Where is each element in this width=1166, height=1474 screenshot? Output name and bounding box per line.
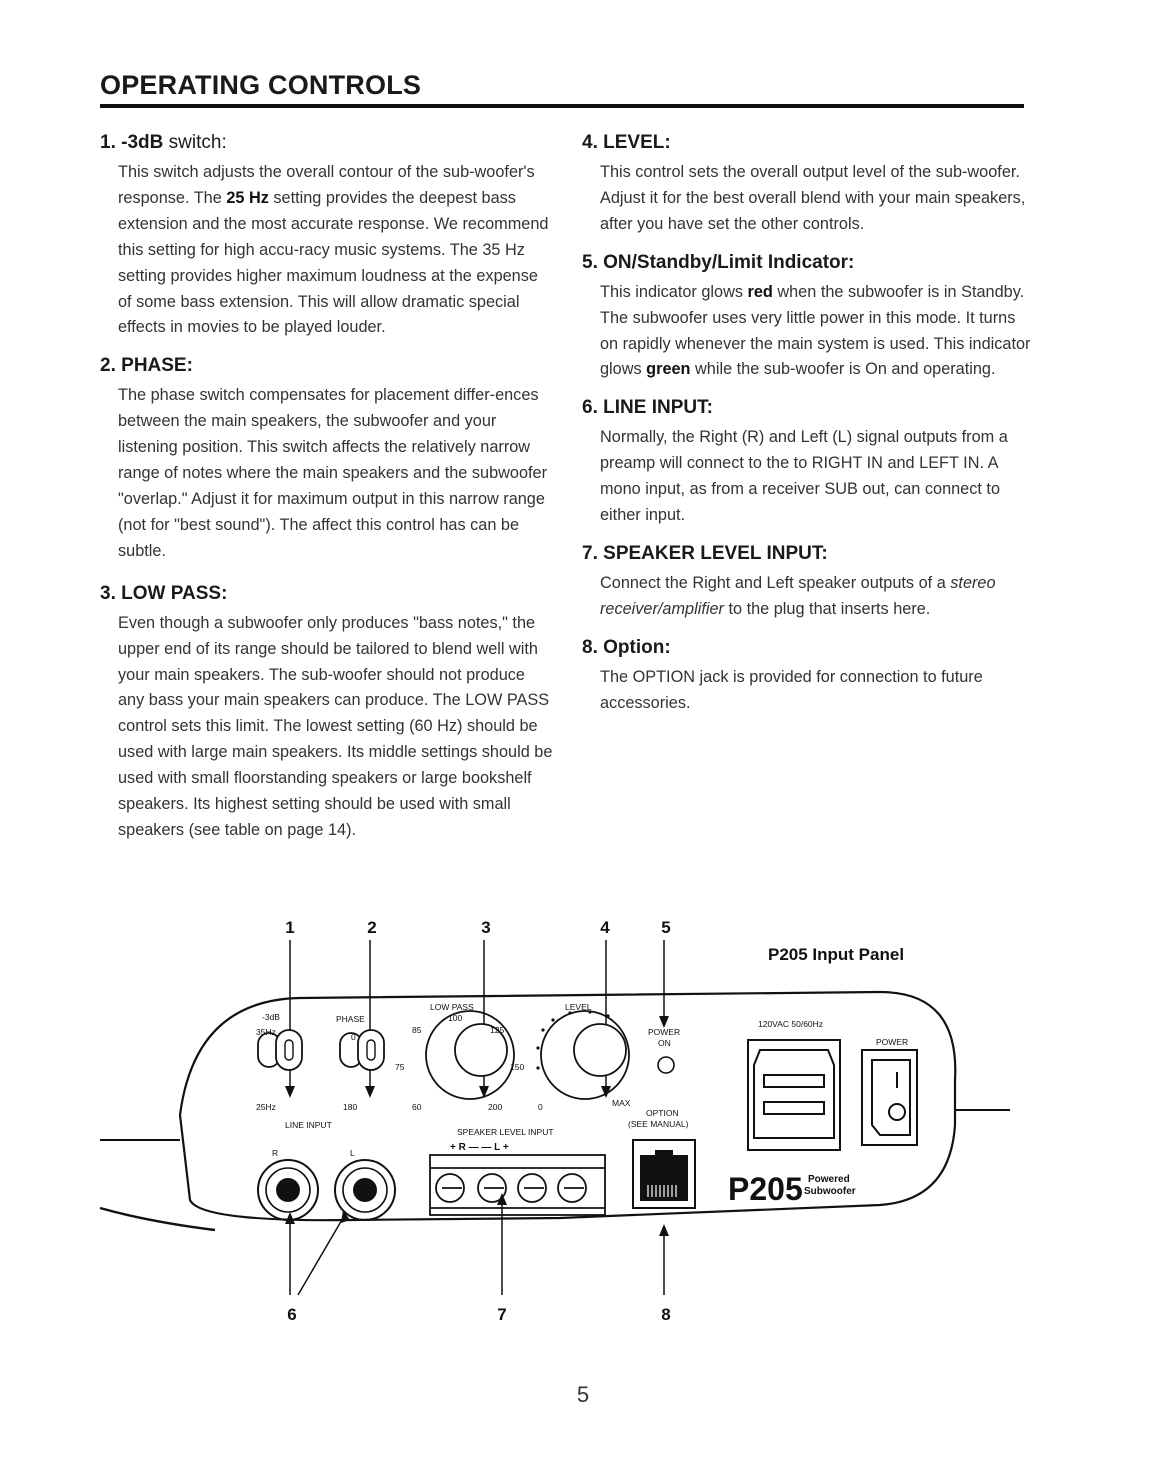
label-lp-200: 200 (488, 1102, 503, 1112)
label-speaker-level: SPEAKER LEVEL INPUT (457, 1127, 554, 1137)
label-power: POWER (876, 1037, 909, 1047)
panel-title: P205 Input Panel (768, 945, 905, 964)
section-text: The phase switch compensates for placement differ-ences between the main speakers, the subwoofer and your listening position. This switch affects the relatively narrow range of notes where the main speakers and the subwoofer "overlap." Adjust it for maximum output in this narrow range (not for "best sound"). The affect this control has can be subtle. (118, 386, 548, 560)
section-text: Even though a subwoofer only produces "bass notes," the upper end of its range should be tailored to blend well with your main speakers. The sub-woofer should not produce any bass your main speakers can produce. The LOW PASS control sets this limit. The lowest setting (60 Hz) should be used with large main speakers. Its middle settings should be used with small floorstanding speakers or large bookshelf speakers. Its highest setting should be used with small speakers (see table on page 14). (118, 613, 553, 839)
section-low-pass (100, 583, 555, 844)
callout-6: 6 (287, 1305, 297, 1324)
label-power-on-2: ON (658, 1038, 671, 1048)
callout-8: 8 (661, 1305, 671, 1324)
callout-5: 5 (661, 918, 671, 937)
option-jack[interactable] (633, 1140, 695, 1208)
label-lp-85: 85 (412, 1025, 422, 1035)
callout-2: 2 (367, 918, 377, 937)
callout-4: 4 (600, 918, 610, 937)
power-on-led (658, 1057, 674, 1073)
section-heading: 5. ON/Standby/Limit Indicator: (582, 251, 855, 273)
label-lp-150: 150 (510, 1062, 525, 1072)
label-option: OPTION (646, 1108, 679, 1118)
section-option (582, 637, 1032, 717)
section-text: This switch adjusts the overall contour of the sub-woofer's response. The 25 Hz setting provides the deepest bass extension and the most accurate response. We recommend this setting for high accu-racy music systems. The 35 Hz setting provides higher maximum loudness at the expense of some bass extension. This will allow dramatic special effects in movies to be played louder. (118, 163, 549, 337)
line-input-left-jack[interactable] (335, 1160, 395, 1220)
label-level-max: MAX (612, 1098, 631, 1108)
label-25hz: 25Hz (256, 1102, 276, 1112)
section-text: Connect the Right and Left speaker outputs of a stereo receiver/amplifier to the plug that inserts here. (600, 573, 996, 618)
section-text: Normally, the Right (R) and Left (L) signal outputs from a preamp will connect to the to RIGHT IN and LEFT IN. A mono input, as from a receiver SUB out, can connect to either input. (600, 428, 1008, 525)
label-3db: -3dB (262, 1012, 280, 1022)
input-panel-diagram (0, 900, 1166, 1340)
section-heading: 8. Option: (582, 636, 671, 658)
section-text: This control sets the overall output level of the sub-woofer. Adjust it for the best overall blend with your main speakers, after you have set the other controls. (600, 163, 1026, 233)
section-level (582, 132, 1032, 238)
section-heading: 4. LEVEL: (582, 132, 671, 153)
label-low-pass: LOW PASS (430, 1002, 474, 1012)
left-column (100, 132, 555, 858)
ac-power-inlet (748, 1040, 840, 1150)
section-heading: 3. LOW PASS: (100, 582, 228, 604)
label-speaker-polarity: + R — — L + (450, 1142, 509, 1153)
section-indicator (582, 252, 1032, 384)
label-lp-125: 125 (490, 1025, 505, 1035)
section-heading: 6. LINE INPUT: (582, 397, 713, 419)
label-level-0: 0 (538, 1102, 543, 1112)
label-power-on: POWER (648, 1027, 681, 1037)
label-level: LEVEL (565, 1002, 592, 1012)
section-heading: 2. PHASE: (100, 355, 193, 377)
level-knob[interactable] (541, 1011, 629, 1099)
right-column (582, 132, 1032, 731)
section-line-input (582, 397, 1032, 529)
label-phase-180: 180 (343, 1102, 358, 1112)
model-sub-1: Powered (808, 1174, 850, 1185)
cabinet-base (100, 1208, 215, 1230)
label-lp-75: 75 (395, 1062, 405, 1072)
power-switch[interactable] (862, 1050, 917, 1145)
label-line-input: LINE INPUT (285, 1120, 332, 1130)
section-text: The OPTION jack is provided for connection to future accessories. (600, 667, 983, 712)
label-phase: PHASE (336, 1014, 365, 1024)
section-heading: 7. SPEAKER LEVEL INPUT: (582, 542, 828, 564)
line-input-right-jack[interactable] (258, 1160, 318, 1220)
callout-1: 1 (285, 918, 295, 937)
label-option-2: (SEE MANUAL) (628, 1119, 689, 1129)
label-lp-60: 60 (412, 1102, 422, 1112)
label-35hz: 35Hz (256, 1027, 276, 1037)
label-l: L (350, 1148, 355, 1158)
section-heading: 1. -3dB switch: (100, 132, 227, 153)
callout-7: 7 (497, 1305, 507, 1324)
label-voltage: 120VAC 50/60Hz (758, 1019, 824, 1029)
section-speaker-level (582, 543, 1032, 623)
power-switch-o: O (894, 1116, 895, 1117)
speaker-level-terminal[interactable] (430, 1155, 605, 1215)
page-number: 5 (576, 1382, 590, 1407)
callout-3: 3 (481, 918, 491, 937)
page-title: OPERATING CONTROLS (100, 70, 422, 100)
label-r: R (272, 1148, 279, 1158)
section-phase (100, 355, 555, 564)
label-lp-100: 100 (448, 1013, 463, 1023)
model-logo: P205 (728, 1171, 803, 1207)
label-phase-0: 0 (351, 1032, 356, 1042)
section-3db (100, 132, 555, 341)
title-rule (100, 104, 1024, 108)
model-sub-2: Subwoofer (804, 1186, 856, 1197)
power-switch-i: I (894, 1088, 895, 1089)
phase-switch[interactable] (340, 1030, 384, 1070)
section-text: This indicator glows red when the subwoofer is in Standby. The subwoofer uses very little power in this mode. It turns on rapidly whenever the main system is used. This indicator glows green while the sub-woofer is On and operating. (600, 282, 1031, 379)
